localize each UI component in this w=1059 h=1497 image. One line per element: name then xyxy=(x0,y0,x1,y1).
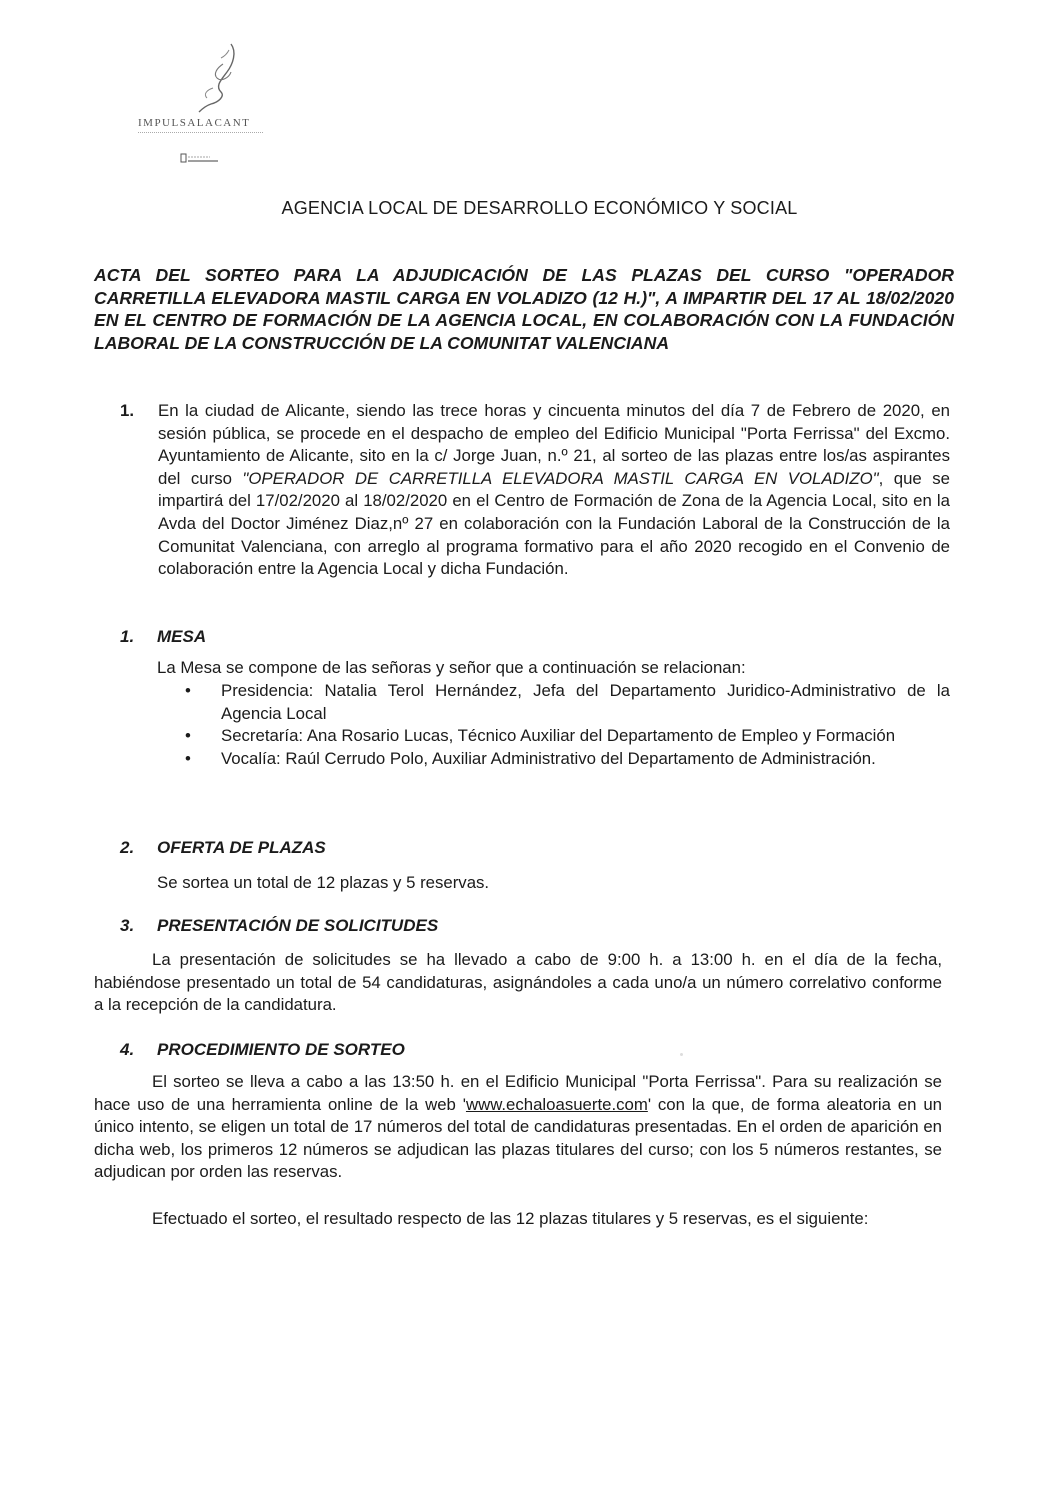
mesa-number: 1. xyxy=(120,627,135,646)
document-title: ACTA DEL SORTEO PARA LA ADJUDICACIÓN DE LAS PLAZAS DEL CURSO "OPERADOR CARRETILLA ELEVADORA MASTIL CARGA EN VOLADIZO (12 H.)", A IMPARTIR DEL 17 AL 18/02/2020 EN EL CENTRO DE FORMACIÓN DE LA AGENCIA LOCAL, EN COLABORACIÓN CON LA FUNDACIÓN LABORAL DE LA CONSTRUCCIÓN DE LA COMUNITAT VALENCIANA xyxy=(94,265,954,353)
member-text: Secretaría: Ana Rosario Lucas, Técnico Auxiliar del Departamento de Empleo y Formación xyxy=(221,726,896,746)
echaloasuerte-link[interactable]: www.echaloasuerte.com xyxy=(465,1094,648,1114)
result-intro: Efectuado el sorteo, el resultado respecto de las 12 plazas titulares y 5 reservas, es el siguiente: xyxy=(152,1209,869,1228)
oferta-heading xyxy=(120,838,326,858)
procedimiento-heading xyxy=(120,1040,405,1060)
logo-underline xyxy=(138,132,263,136)
procedimiento-text-end: ' con la que, de forma aleatoria en un único intento, se eligen un total de 17 números del total de candidaturas presentadas. En el orden de aparición en dicha web, los primeros 12 números se adjudican las plazas titulares del curso; con los 5 números restantes, se adjudican por orden las reservas. xyxy=(94,1094,943,1182)
small-emblem-icon xyxy=(180,152,220,164)
procedimiento-heading-text: PROCEDIMIENTO DE SORTEO xyxy=(157,1040,405,1059)
member-text: Presidencia: Natalia Terol Hernández, Jefa del Departamento Juridico-Administrativo de la Agencia Local xyxy=(221,681,950,723)
mesa-members-list xyxy=(185,680,950,770)
intro-body xyxy=(158,400,950,581)
mesa-heading xyxy=(120,627,206,647)
oferta-heading-text: OFERTA DE PLAZAS xyxy=(157,838,326,857)
agency-title: AGENCIA LOCAL DE DESARROLLO ECONÓMICO Y SOCIAL xyxy=(281,198,798,218)
intro-text-end: , que se impartirá del 17/02/2020 al 18/02/2020 en el Centro de Formación de Zona de la Agencia Local, sito en la Avda del Doctor Jiménez Diaz,nº 27 en colaboración con la Fundación Laboral de la Construcción de la Comunitat Valenciana, con arreglo al programa formativo para el año 2020 recogido en el Convenio de colaboración entre la Agencia Local y dicha Fundación. xyxy=(158,468,950,579)
procedimiento-number: 4. xyxy=(120,1040,135,1059)
bullet-icon: • xyxy=(185,681,191,700)
bullet-icon: • xyxy=(185,726,191,746)
intro-paragraph xyxy=(120,400,950,581)
presentacion-heading xyxy=(120,916,438,936)
intro-number: 1. xyxy=(120,401,134,420)
presentacion-number: 3. xyxy=(120,916,135,935)
list-item xyxy=(185,748,950,771)
logo-text: IMPULSALACANT xyxy=(138,117,251,129)
procedimiento-text xyxy=(94,1071,942,1184)
oferta-text: Se sortea un total de 12 plazas y 5 reservas. xyxy=(157,873,490,892)
mesa-intro: La Mesa se compone de las señoras y señor que a continuación se relacionan: xyxy=(157,658,746,677)
member-text: Vocalía: Raúl Cerrudo Polo, Auxiliar Administrativo del Departamento de Administración. xyxy=(221,748,876,768)
scan-speck xyxy=(680,1053,683,1056)
presentacion-heading-text: PRESENTACIÓN DE SOLICITUDES xyxy=(157,916,439,935)
presentacion-text: La presentación de solicitudes se ha llevado a cabo de 9:00 h. a 13:00 h. en el día de la fecha, habiéndose presentado un total de 54 candidaturas, asignándoles a cada uno/a un número correlativo conforme a la recepción de la candidatura. xyxy=(94,950,942,1015)
oferta-number: 2. xyxy=(120,838,135,857)
procedimiento-text-start: El sorteo se lleva a cabo a las 13:50 h. en el Edificio Municipal "Porta Ferrissa". Para su realización se hace uso de una herramienta online de la web ' xyxy=(94,1072,942,1114)
list-item xyxy=(185,680,950,725)
intro-course-name: "OPERADOR DE CARRETILLA ELEVADORA MASTIL CARGA EN VOLADIZO" xyxy=(242,468,879,488)
logo-swirl-icon xyxy=(193,42,243,114)
bullet-icon: • xyxy=(185,748,191,768)
list-item xyxy=(185,725,950,748)
intro-text-start: En la ciudad de Alicante, siendo las trece horas y cincuenta minutos del día 7 de Febrero de 2020, en sesión pública, se procede en el despacho de empleo del Edificio Municipal "Porta Ferrissa" del Excmo. Ayuntamiento de Alicante, sito en la c/ Jorge Juan, n.º 21, al sorteo de las plazas entre los/as aspirantes del curso xyxy=(158,401,950,488)
impulsalacant-logo xyxy=(138,42,278,172)
mesa-heading-text: MESA xyxy=(157,627,207,646)
